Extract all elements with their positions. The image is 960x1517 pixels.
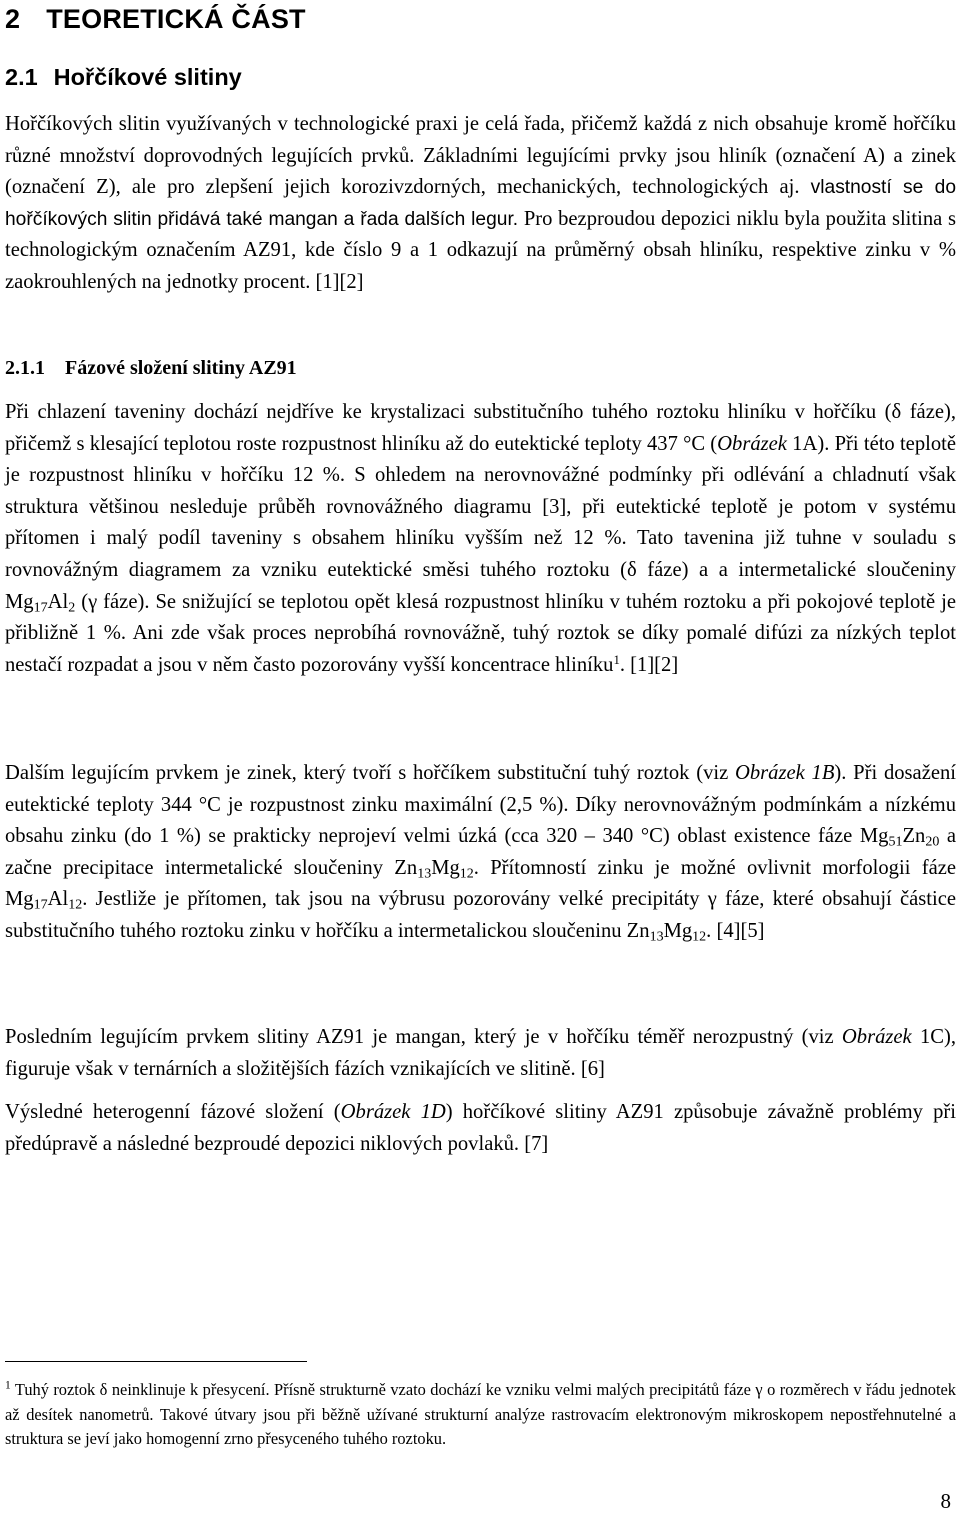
- paragraph-manganese: [5, 1022, 956, 1085]
- text: Mg: [663, 919, 693, 942]
- text: Dalším legujícím prvkem je zinek, který tvoří s hořčíkem substituční tuhý roztok (viz: [5, 762, 735, 784]
- figure-ref: Obrázek 1D: [340, 1101, 446, 1123]
- subscript: 2: [68, 600, 76, 616]
- subscript: 12: [459, 866, 474, 882]
- subsection-title: Fázové složení slitiny AZ91: [65, 357, 297, 379]
- paragraph-intro-text-a: Hořčíkových slitin využívaných v technologické praxi je celá řada, přičemž každá z nich obsahuje kromě hořčíku různé množství doprovodných legujících prvků. Základními legujícími prvky jsou hliník (označení A) a zinek (označení Z), ale pro zlepšení jejich korozivzdorných, mechanických, technologických aj.: [5, 113, 956, 199]
- chapter-number: 2: [5, 4, 21, 34]
- paragraph-heterogeneous: [5, 1097, 956, 1160]
- text: 1C), figuruje však v ternárních a složitějších fázích vznikajících ve slitině. [6]: [5, 1026, 957, 1080]
- text: a začne precipitace intermetalické sloučeniny Zn: [5, 825, 956, 879]
- text: Při chlazení taveniny dochází nejdříve ke krystalizaci substitučního tuhého roztoku hliníku v hořčíku (δ fáze), přičemž s klesající teplotou roste rozpustnost hliníku až do eutektické teploty 437 °C (: [5, 401, 956, 455]
- section-title: Hořčíkové slitiny: [53, 64, 242, 90]
- subscript: 13: [649, 929, 664, 945]
- text: 1A). Při této teplotě je rozpustnost hliníku v hořčíku 12 %. S ohledem na nerovnovážné podmínky při odlévání a chladnutí však struktura většinou nesleduje průběh rovnovážného diagramu [3], při eutektické teplotě je potom v systému přítomen i malý podíl taveniny s obsahem hliníku vyšším než 12 %. Tato tavenina již tuhne v souladu s rovnovážným diagramem za vzniku eutektické směsi tuhého roztoku (δ fáze) a a intermetalické sloučeniny Mg: [5, 432, 956, 613]
- chapter-heading: [5, 4, 306, 35]
- text: . Jestliže je přítomen, tak jsou na výbrusu pozorovány velké precipitáty γ fáze, které obsahují částice substitučního tuhého roztoku zinku v hořčíku a intermetalickou sloučeninu Zn: [5, 888, 956, 942]
- subscript: 12: [68, 897, 83, 913]
- figure-ref: Obrázek 1B: [735, 762, 835, 784]
- text: . Přítomností zinku je možné ovlivnit morfologii fáze Mg: [5, 856, 956, 911]
- text: Al: [47, 590, 69, 613]
- section-number: 2.1: [5, 64, 38, 90]
- text: (γ fáze). Se snižující se teplotou opět klesá rozpustnost hliníku v tuhém roztoku a při pokojové teplotě je přibližně 1 %. Ani zde však proces neprobíhá rovnovážně, tuhý roztok se díky pomalé difúzi za nízkých teplot nestačí rozpadat a jsou v něm často pozorovány vyšší koncentrace hliníku: [5, 590, 956, 676]
- footnote-text: Tuhý roztok δ neinklinuje k přesycení. Přísně strukturně vzato dochází ke vzniku velmi malých precipitátů fáze γ o rozměrech v řádu jednotek až desítek nanometrů. Takové útvary jsou při běžně užívané strukturní analýze rastrovacím elektronovým mikroskopem nepostřehnutelné a struktura se jeví jako homogenní zrno přesyceného tuhého roztoku.: [5, 1380, 956, 1449]
- footnote-divider: [5, 1361, 307, 1362]
- text: ). Při dosažení eutektické teploty 344 °C je rozpustnost zinku maximální (2,5 %). Díky nerovnovážným podmínkám a nízkému obsahu zinku (do 1 %) se prakticky neprojeví velmi úzká (cca 320 – 340 °C) oblast existence fáze Mg: [5, 762, 956, 848]
- text: Výsledné heterogenní fázové složení (: [5, 1101, 341, 1123]
- text: . [1][2]: [619, 653, 679, 676]
- chapter-title: TEORETICKÁ ČÁST: [46, 4, 306, 34]
- footnote-number: 1: [5, 1379, 11, 1392]
- paragraph-intro: [5, 109, 956, 299]
- figure-ref: Obrázek: [841, 1026, 912, 1048]
- paragraph-intro-text-b: vlastností se do hořčíkových slitin přidává také mangan a řada dalších legur.: [5, 177, 956, 230]
- text: Mg: [431, 856, 460, 879]
- section-heading: [5, 64, 242, 91]
- subscript: 13: [417, 866, 432, 882]
- figure-ref: Obrázek: [717, 432, 787, 455]
- footnote-marker: 1: [613, 652, 620, 667]
- text: Al: [47, 888, 69, 911]
- text: ) hořčíkové slitiny AZ91 způsobuje závažně problémy při předúpravě a následné bezproudé depozici niklových povlaků. [7]: [5, 1101, 956, 1155]
- paragraph-intro-text-c: Pro bezproudou depozici niklu byla použita slitina s technologickým označením AZ91, kde číslo 9 a 1 odkazují na průměrný obsah hliníku, respektive zinku v % zaokrouhlených na jednotky procent. [1][2]: [5, 207, 956, 293]
- subscript: 17: [33, 600, 48, 616]
- text: Posledním legujícím prvkem slitiny AZ91 je mangan, který je v hořčíku téměř nerozpustný (viz: [5, 1026, 842, 1048]
- paragraph-zinc: [5, 758, 956, 948]
- text: Zn: [902, 825, 926, 848]
- subscript: 12: [692, 929, 707, 945]
- subscript: 51: [888, 834, 903, 850]
- text: . [4][5]: [706, 919, 765, 942]
- page-number: 8: [940, 1489, 951, 1513]
- footnote: [5, 1378, 956, 1452]
- subsection-heading: [5, 357, 297, 380]
- paragraph-cooling: [5, 397, 956, 681]
- subsection-number: 2.1.1: [5, 357, 45, 379]
- subscript: 17: [33, 897, 48, 913]
- subscript: 20: [925, 834, 940, 850]
